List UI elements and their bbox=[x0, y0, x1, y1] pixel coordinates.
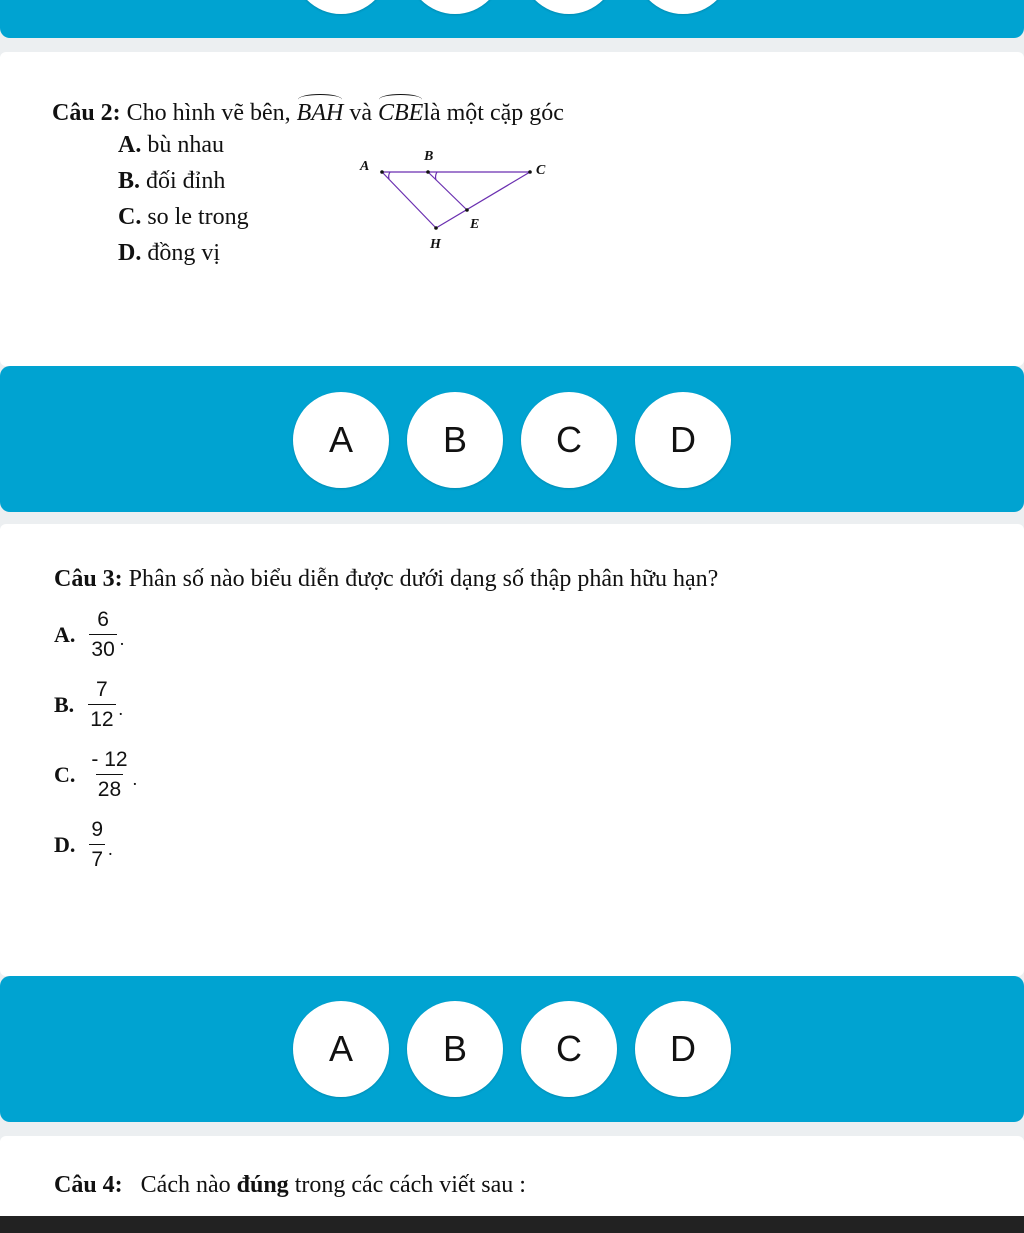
answer-button-a[interactable]: A bbox=[293, 392, 389, 488]
option-text: so le trong bbox=[147, 204, 249, 230]
answer-button-c[interactable]: C bbox=[521, 392, 617, 488]
fraction bbox=[88, 678, 115, 731]
label-a: A bbox=[360, 159, 370, 174]
angle-cbe: CBE bbox=[378, 96, 423, 127]
question-3-number: Câu 3: bbox=[54, 566, 123, 592]
angle-bah: BAH bbox=[297, 96, 344, 127]
angle-mark-a bbox=[389, 172, 390, 179]
fraction bbox=[89, 748, 129, 801]
option-text: đối đỉnh bbox=[146, 168, 226, 194]
denominator: 30 bbox=[89, 634, 116, 661]
question-2-conjunction: và bbox=[349, 100, 372, 126]
question-2-option-c[interactable] bbox=[118, 204, 249, 231]
answer-button-c[interactable]: C bbox=[521, 1001, 617, 1097]
geometry-figure bbox=[340, 140, 570, 260]
option-letter: A. bbox=[54, 621, 76, 647]
fraction bbox=[89, 818, 105, 871]
answer-button-c-top[interactable] bbox=[521, 0, 617, 14]
answer-buttons-top bbox=[0, 0, 1024, 14]
denominator: 12 bbox=[88, 704, 115, 731]
line-ah bbox=[382, 172, 436, 228]
question-3-title bbox=[54, 566, 718, 593]
option-text: đồng vị bbox=[147, 240, 221, 266]
question-3-option-c[interactable]: C. $\frac{- 12}{28}$ . bbox=[54, 748, 138, 802]
question-4-emphasis: đúng bbox=[236, 1172, 289, 1198]
option-text: bù nhau bbox=[147, 132, 224, 158]
denominator: 7 bbox=[89, 844, 105, 871]
label-h: H bbox=[430, 237, 441, 252]
question-2-option-b[interactable] bbox=[118, 168, 225, 195]
figure-lines bbox=[382, 172, 530, 228]
numerator: - 12 bbox=[91, 748, 128, 771]
question-3-option-b[interactable]: B. $\frac{7}{12}$ . bbox=[54, 678, 124, 732]
question-4-number: Câu 4: bbox=[54, 1172, 123, 1198]
line-hc bbox=[436, 172, 530, 228]
question-2-text-end: là một cặp góc bbox=[423, 100, 564, 126]
answer-button-d[interactable]: D bbox=[635, 392, 731, 488]
label-c: C bbox=[536, 163, 546, 178]
answer-button-b[interactable]: B bbox=[407, 1001, 503, 1097]
option-letter: B. bbox=[54, 691, 75, 717]
option-letter: C. bbox=[118, 204, 142, 230]
denominator: 28 bbox=[96, 774, 123, 801]
option-letter: D. bbox=[118, 240, 142, 266]
angle-mark-b bbox=[436, 172, 437, 180]
question-4-title bbox=[54, 1172, 526, 1199]
label-b: B bbox=[424, 149, 434, 164]
line-be bbox=[428, 172, 467, 210]
answer-buttons-2 bbox=[0, 1001, 1024, 1097]
question-2-number: Câu 2: bbox=[52, 100, 121, 126]
bottom-bar bbox=[0, 1216, 1024, 1233]
question-2-option-d[interactable] bbox=[118, 240, 220, 267]
label-e: E bbox=[470, 217, 480, 232]
answer-buttons-1 bbox=[0, 392, 1024, 488]
fraction bbox=[89, 608, 116, 661]
question-2-title bbox=[52, 96, 564, 127]
question-3-text: Phân số nào biểu diễn được dưới dạng số thập phân hữu hạn? bbox=[128, 566, 719, 592]
question-3-option-d[interactable]: D. $\frac{9}{7}$ . bbox=[54, 818, 113, 872]
option-letter: A. bbox=[118, 132, 142, 158]
question-2-text: Cho hình vẽ bên, bbox=[126, 100, 291, 126]
question-4-text: Cách nào bbox=[140, 1172, 231, 1198]
answer-button-a-top[interactable] bbox=[293, 0, 389, 14]
answer-button-a[interactable]: A bbox=[293, 1001, 389, 1097]
option-letter: B. bbox=[118, 168, 141, 194]
numerator: 7 bbox=[96, 678, 108, 701]
answer-button-d[interactable]: D bbox=[635, 1001, 731, 1097]
question-4-text-end: trong các cách viết sau : bbox=[294, 1172, 526, 1198]
numerator: 6 bbox=[97, 608, 109, 631]
figure-labels bbox=[359, 149, 546, 252]
option-letter: D. bbox=[54, 831, 76, 857]
question-2-option-a[interactable] bbox=[118, 132, 224, 159]
answer-button-b[interactable]: B bbox=[407, 392, 503, 488]
numerator: 9 bbox=[91, 818, 104, 841]
answer-button-b-top[interactable] bbox=[407, 0, 503, 14]
answer-button-d-top[interactable] bbox=[635, 0, 731, 14]
question-3-option-a[interactable]: A. $\frac{6}{30}$ . bbox=[54, 608, 125, 662]
option-letter: C. bbox=[54, 761, 76, 787]
